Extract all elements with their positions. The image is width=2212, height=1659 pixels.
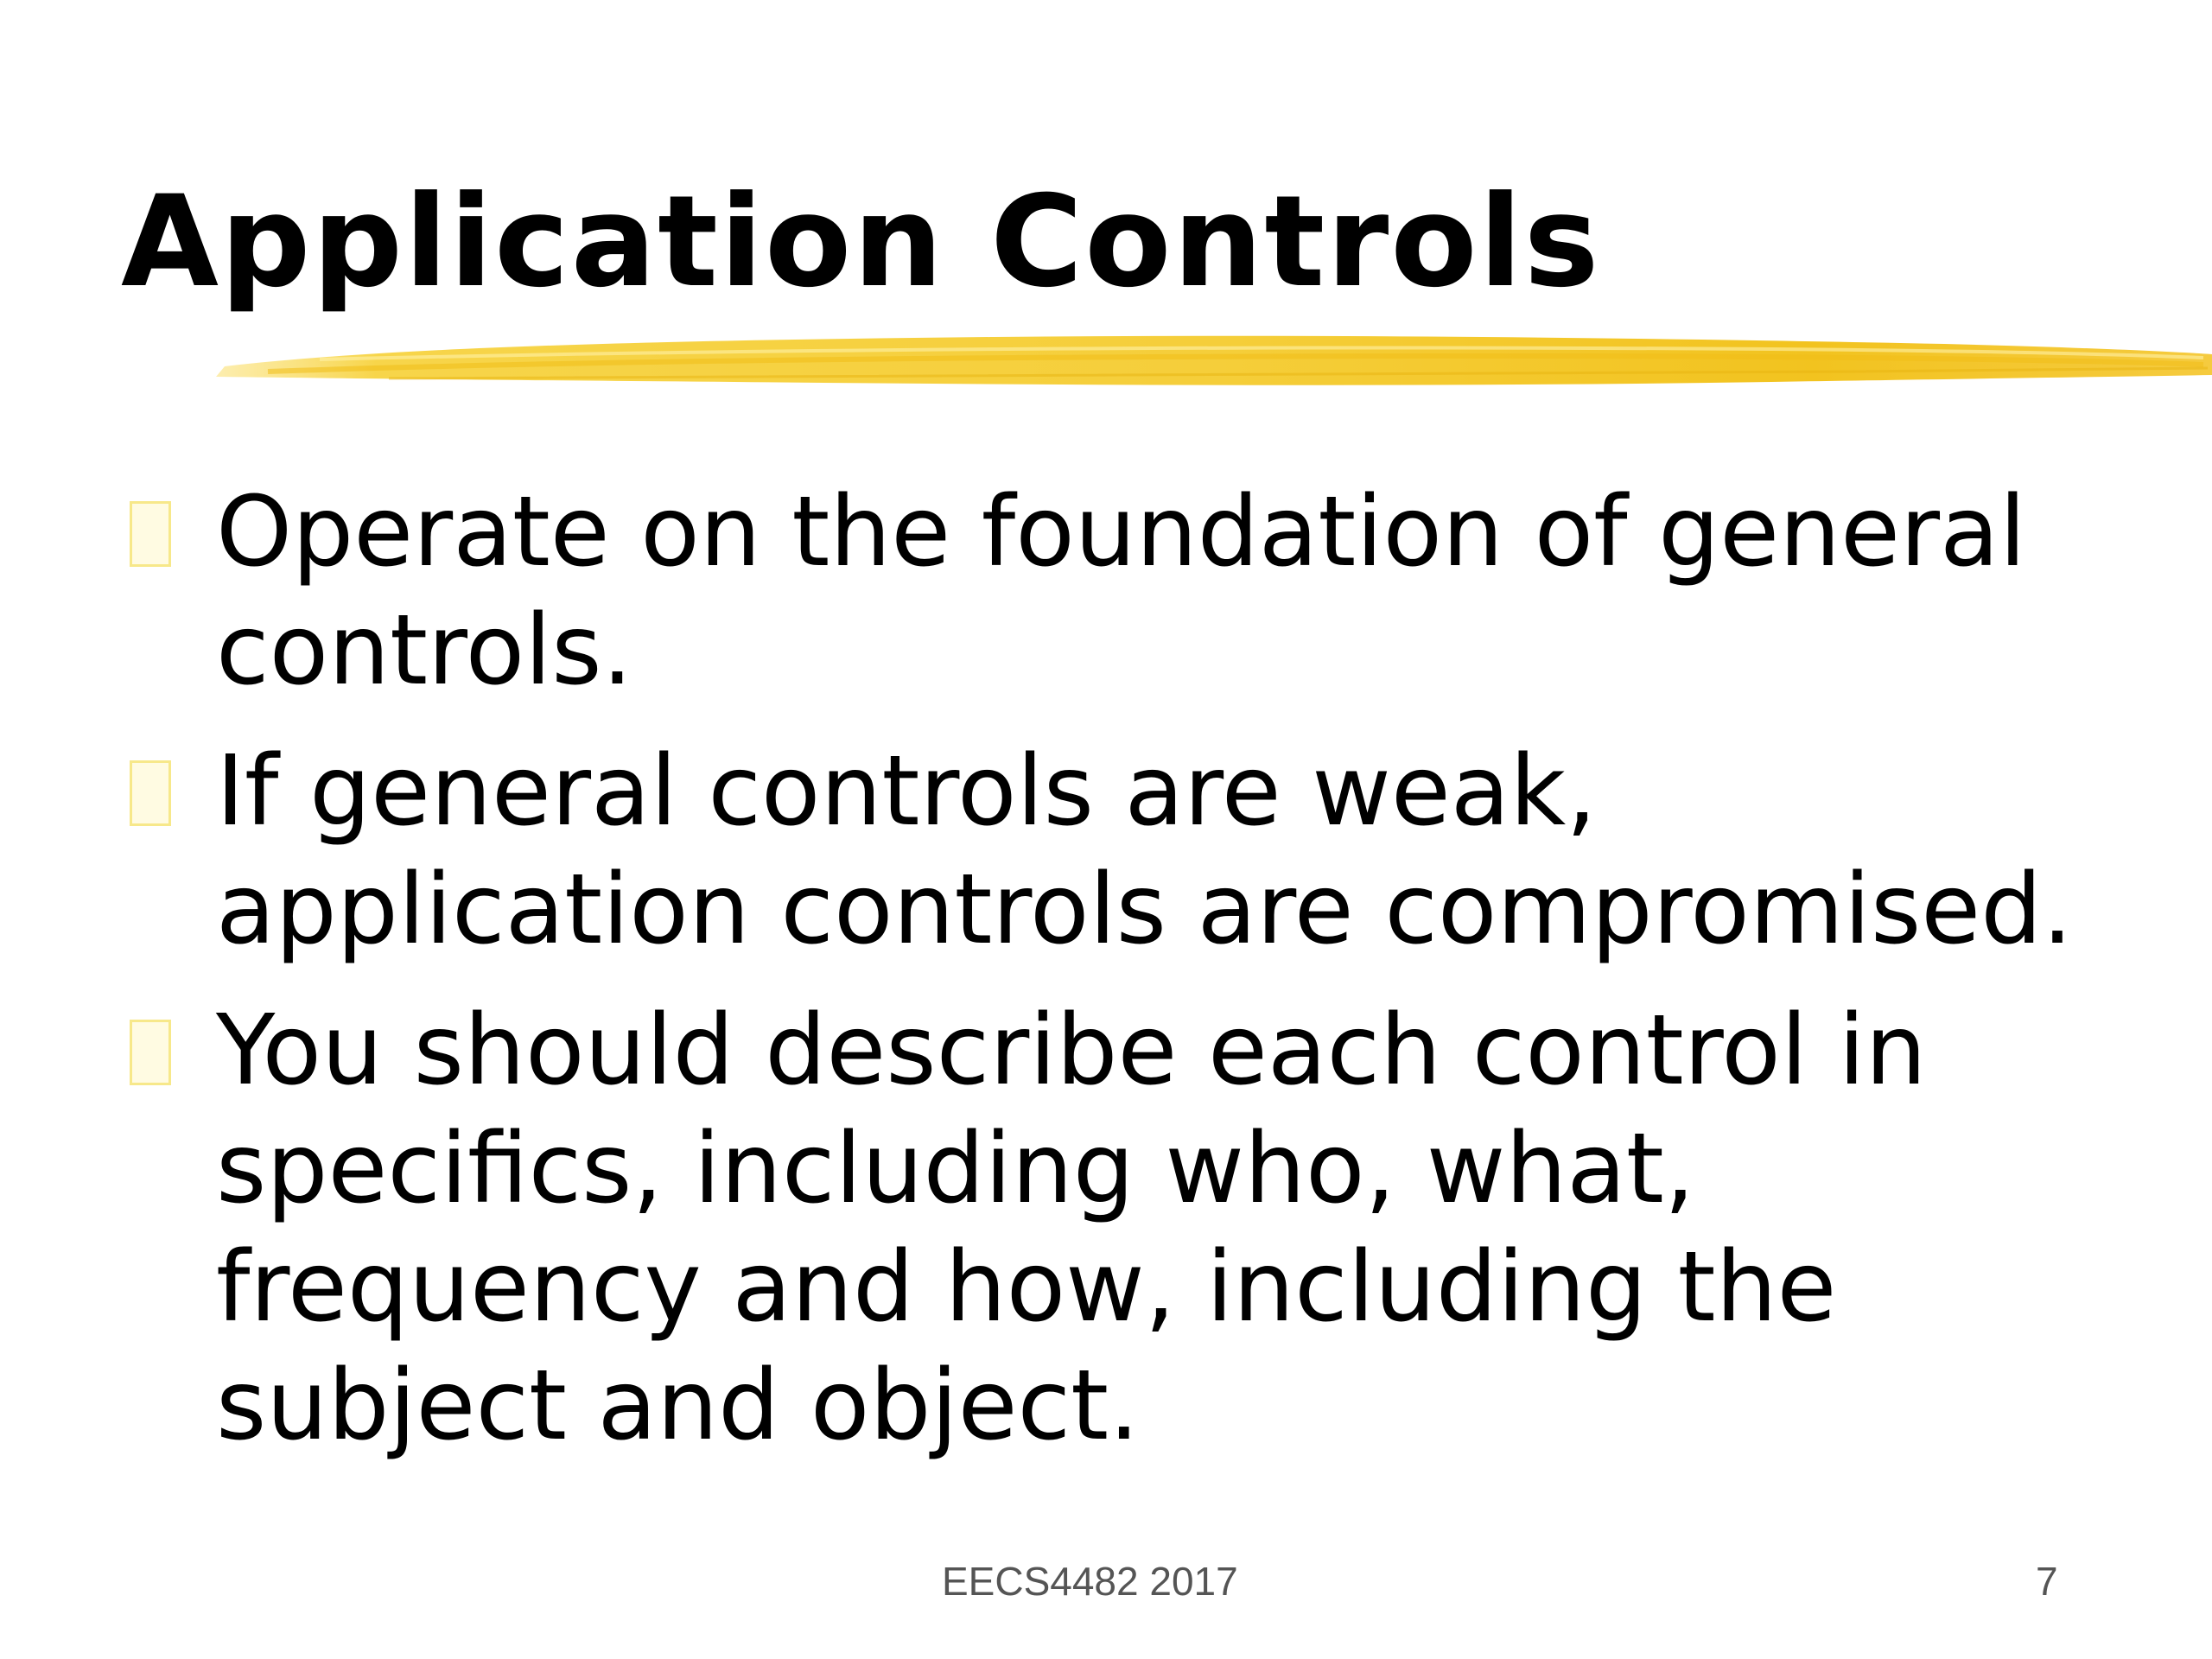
- footer-course-label: EECS4482 2017: [942, 1559, 1238, 1604]
- square-bullet-icon: [130, 501, 171, 567]
- square-bullet-icon: [130, 1020, 171, 1085]
- brushstroke-underline: [216, 321, 2212, 408]
- bullet-text: If general controls are weak, application controls are compromised.: [216, 735, 2073, 966]
- bullet-text: Operate on the foundation of general controls.: [216, 476, 2026, 707]
- bullet-list: [130, 474, 2117, 1488]
- slide-title: Application Controls: [121, 168, 1601, 315]
- bullet-item: [130, 733, 2117, 969]
- bullet-item: [130, 474, 2117, 710]
- square-bullet-icon: [130, 760, 171, 826]
- page-number: 7: [2036, 1559, 2058, 1604]
- bullet-item: [130, 992, 2117, 1465]
- bullet-text: You should describe each control in specifics, including who, what, frequency and how, including the subject and object.: [216, 995, 1927, 1462]
